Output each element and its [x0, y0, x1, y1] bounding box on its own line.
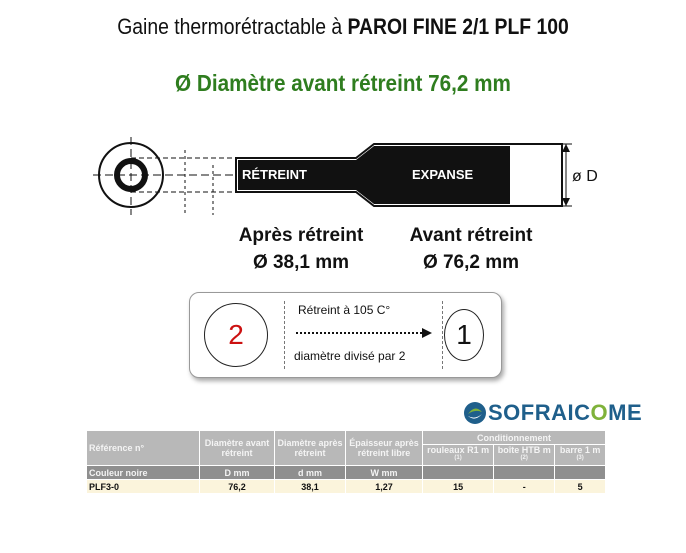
col-rolls — [423, 445, 494, 466]
col-bar-note: (3) — [576, 455, 584, 461]
sofraicome-logo — [462, 400, 642, 426]
caption-before-value: Ø 76,2 mm — [422, 252, 520, 273]
col-diam-after: Diamètre après rétreint — [275, 431, 346, 466]
unit-color: Couleur noire — [87, 466, 200, 480]
unit-D: D mm — [200, 466, 275, 480]
logo-text-o: O — [590, 400, 609, 425]
title-prefix: Gaine thermorétractable à — [117, 14, 348, 39]
sofraicome-logo-icon — [462, 400, 488, 426]
ratio-circle-right: 1 — [444, 309, 484, 361]
ratio-box — [189, 292, 502, 378]
cell-rolls: 15 — [423, 480, 494, 494]
caption-after — [226, 222, 376, 276]
unit-blank-2 — [494, 466, 555, 480]
divider-left — [284, 301, 286, 369]
table-row — [87, 480, 606, 494]
cell-bar: 5 — [555, 480, 606, 494]
col-reference: Référence n° — [87, 431, 200, 466]
sleeve-diagram — [0, 120, 686, 230]
cell-ref: PLF3-0 — [87, 480, 200, 494]
arrow-icon — [294, 327, 434, 339]
subtitle: Ø Diamètre avant rétreint 76,2 mm — [175, 70, 511, 96]
caption-before — [396, 222, 546, 276]
cell-diam-after: 38,1 — [275, 480, 346, 494]
label-retreint: RÉTREINT — [242, 167, 307, 182]
unit-blank-1 — [423, 466, 494, 480]
cell-diam-before: 76,2 — [200, 480, 275, 494]
ratio-circle-left: 2 — [204, 303, 268, 367]
page-title — [41, 14, 645, 40]
unit-W: W mm — [346, 466, 423, 480]
unit-d: d mm — [275, 466, 346, 480]
unit-blank-3 — [555, 466, 606, 480]
label-expanse: EXPANSE — [412, 167, 474, 182]
col-bar-label: barre 1 m — [559, 445, 601, 455]
ratio-top-text: Rétreint à 105 C° — [298, 303, 391, 317]
cell-box: - — [494, 480, 555, 494]
logo-text — [488, 400, 642, 426]
caption-before-title: Avant rétreint — [409, 225, 533, 246]
logo-text-part2: ME — [608, 400, 643, 425]
col-bar — [555, 445, 606, 466]
col-thickness: Épaisseur après rétreint libre — [346, 431, 423, 466]
col-rolls-note: (1) — [454, 455, 462, 461]
col-diam-before: Diamètre avant rétreint — [200, 431, 275, 466]
logo-text-part1: SOFRAIC — [488, 400, 591, 425]
label-diameter: ø D — [572, 168, 598, 185]
cell-thickness: 1,27 — [346, 480, 423, 494]
col-rolls-label: rouleaux R1 m — [427, 445, 490, 455]
title-bold: PAROI FINE 2/1 PLF 100 — [347, 14, 569, 39]
caption-after-title: Après rétreint — [238, 225, 364, 246]
spec-table — [86, 430, 606, 494]
caption-after-value: Ø 38,1 mm — [252, 252, 350, 273]
col-box-label: boîte HTB m — [497, 445, 551, 455]
col-box-note: (2) — [520, 455, 528, 461]
ratio-bottom-text: diamètre divisé par 2 — [294, 349, 406, 363]
col-box — [494, 445, 555, 466]
col-packaging: Conditionnement — [423, 431, 606, 445]
